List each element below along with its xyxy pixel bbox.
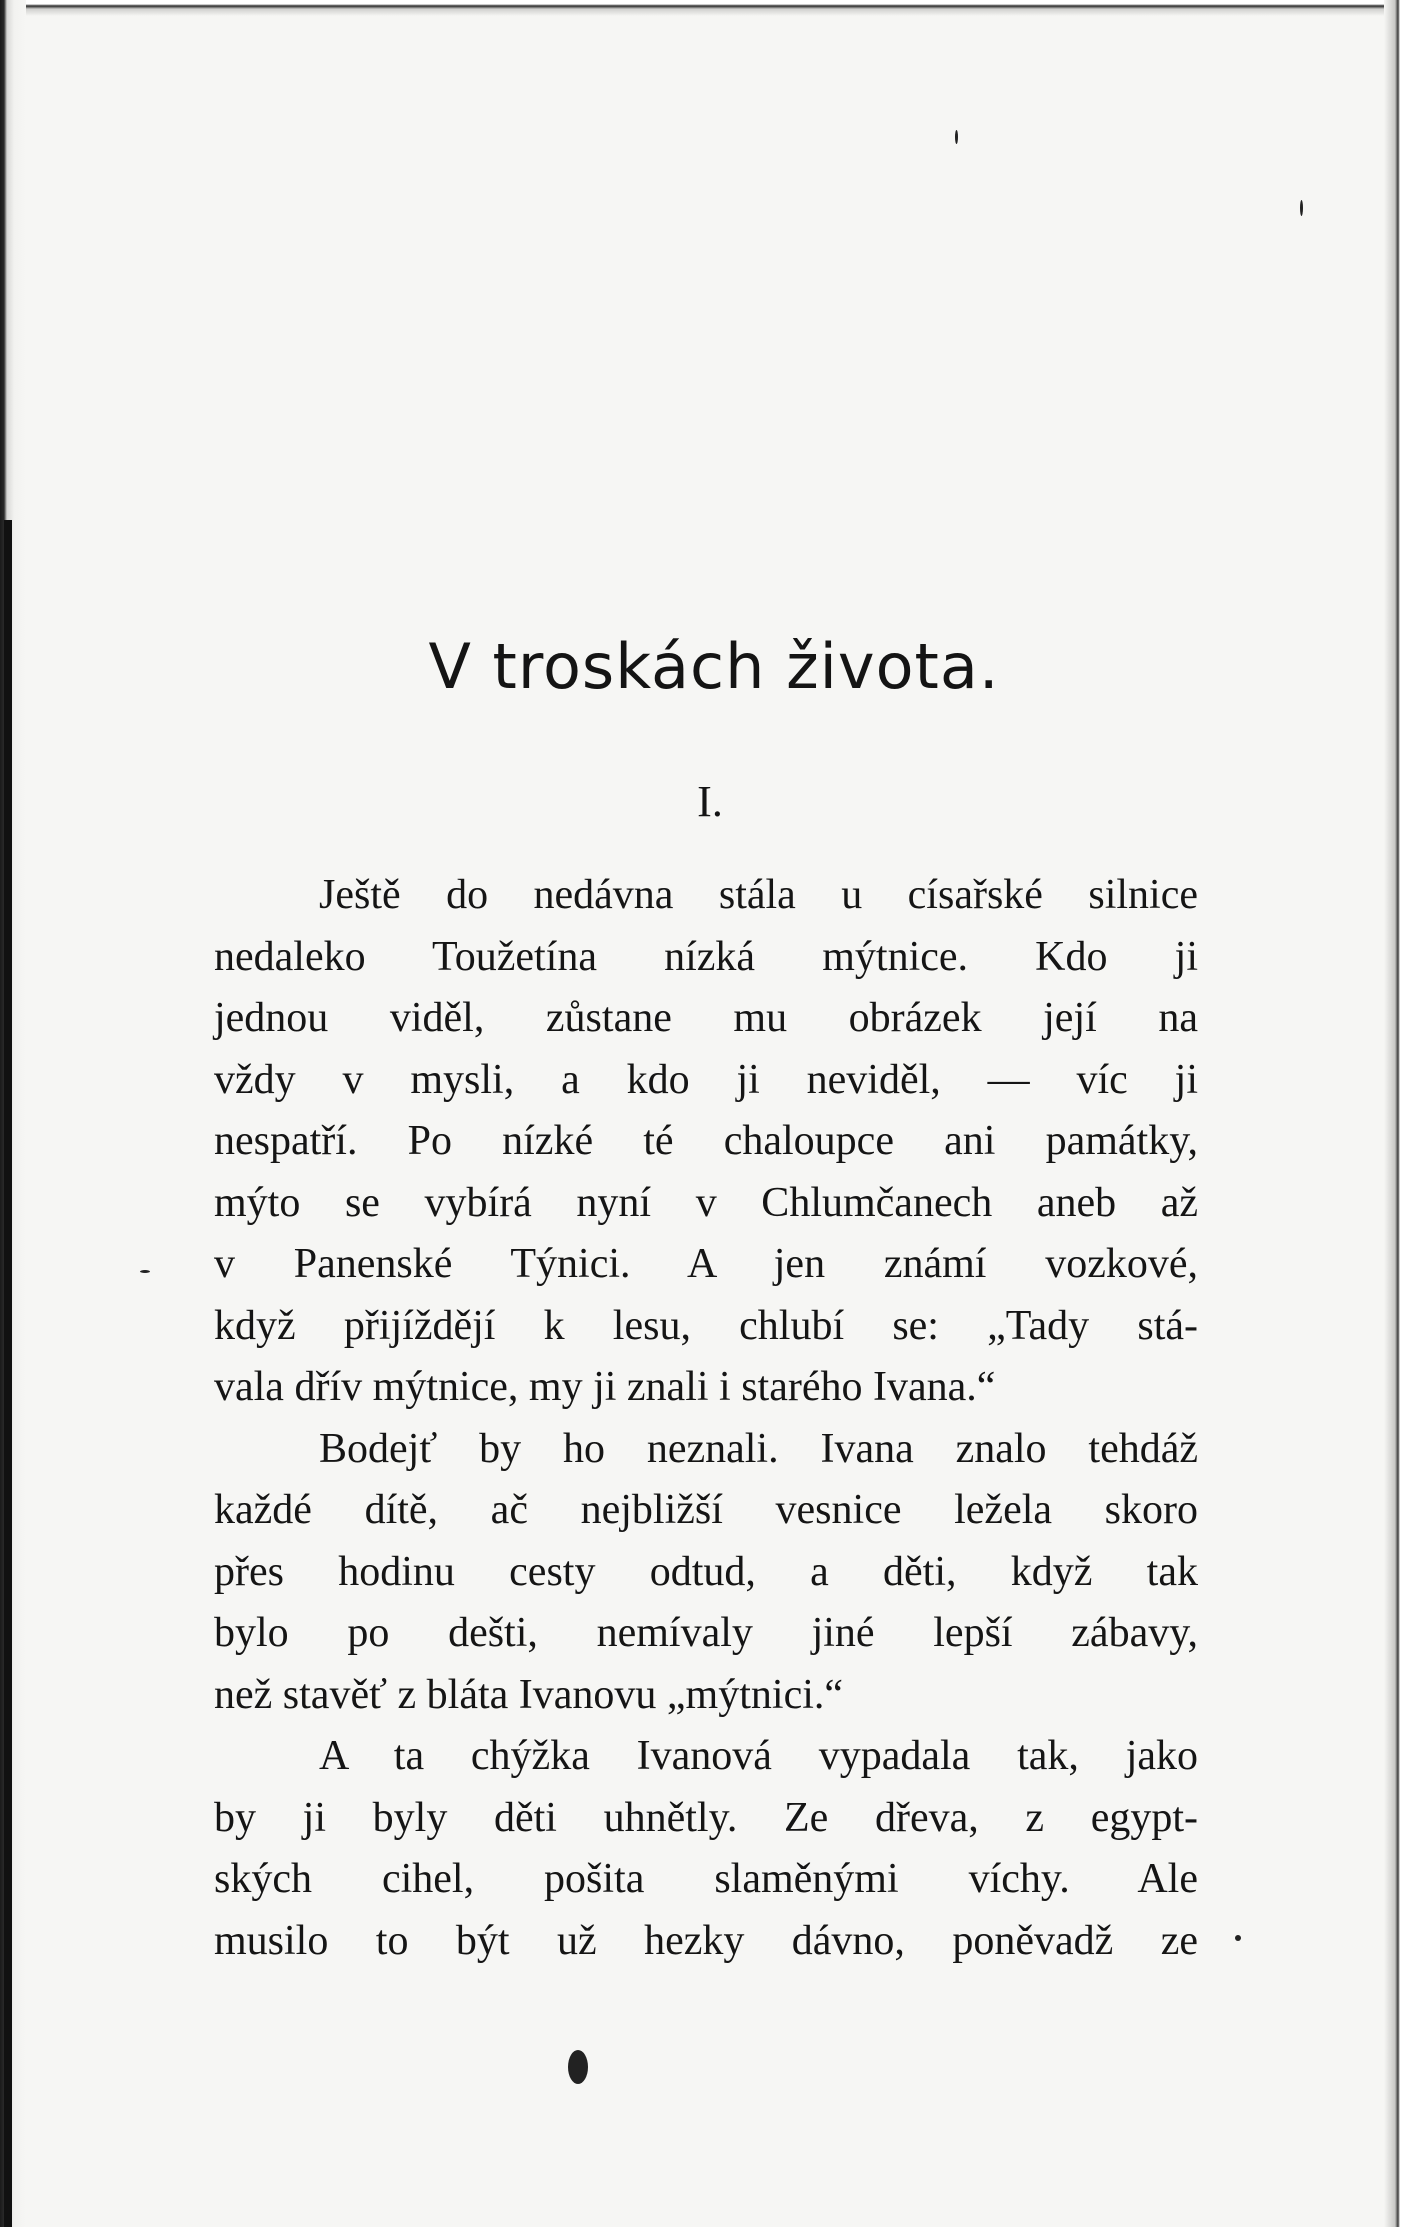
text-line: každé dítě, ač nejbližší vesnice ležela skoro [214, 1487, 1198, 1533]
chapter-number: I. [697, 777, 723, 826]
paragraph-3 [214, 1726, 1198, 1972]
scan-speck [568, 2050, 588, 2084]
text-line: jednou viděl, zůstane mu obrázek její na [214, 995, 1198, 1041]
body-text [214, 865, 1198, 1972]
text-line: Bodejť by ho neznali. Ivana znalo tehdáž [319, 1425, 1198, 1472]
scan-speck [140, 1270, 150, 1273]
text-line: nedaleko Toužetína nízká mýtnice. Kdo ji [214, 933, 1198, 980]
text-line: když přijíždějí k lesu, chlubí se: „Tady stá- [214, 1302, 1198, 1349]
text-line: v Panenské Týnici. A jen známí vozkové, [214, 1241, 1198, 1287]
scan-edge-right [1384, 0, 1408, 2227]
scan-edge-top [0, 0, 1408, 16]
text-line: A ta chýžka Ivanová vypadala tak, jako [319, 1733, 1198, 1779]
text-line: nespatří. Po nízké té chaloupce ani památky, [214, 1118, 1198, 1164]
page-title: V troskách života. [428, 630, 1000, 703]
text-line: vala dřív mýtnice, my ji znali i starého Ivana.“ [214, 1364, 996, 1410]
text-line: musilo to být už hezky dávno, poněvadž ze [214, 1917, 1198, 1964]
paragraph-1 [214, 865, 1198, 1419]
text-line: přes hodinu cesty odtud, a děti, když tak [214, 1548, 1198, 1595]
text-line: bylo po dešti, nemívaly jiné lepší zábavy, [214, 1610, 1198, 1656]
scan-speck [1235, 1935, 1241, 1941]
text-line: by ji byly děti uhnětly. Ze dřeva, z egypt- [214, 1794, 1198, 1841]
scan-speck [955, 130, 958, 144]
text-line: vždy v mysli, a kdo ji neviděl, — víc ji [214, 1056, 1198, 1103]
text-line: mýto se vybírá nyní v Chlumčanech aneb až [214, 1179, 1198, 1226]
text-line: ských cihel, pošita slaměnými víchy. Ale [214, 1856, 1198, 1902]
text-line: než stavěť z bláta Ivanovu „mýtnici.“ [214, 1671, 844, 1718]
text-line: Ještě do nedávna stála u císařské silnice [319, 872, 1198, 918]
scan-speck [1300, 200, 1303, 216]
paragraph-2 [214, 1419, 1198, 1727]
